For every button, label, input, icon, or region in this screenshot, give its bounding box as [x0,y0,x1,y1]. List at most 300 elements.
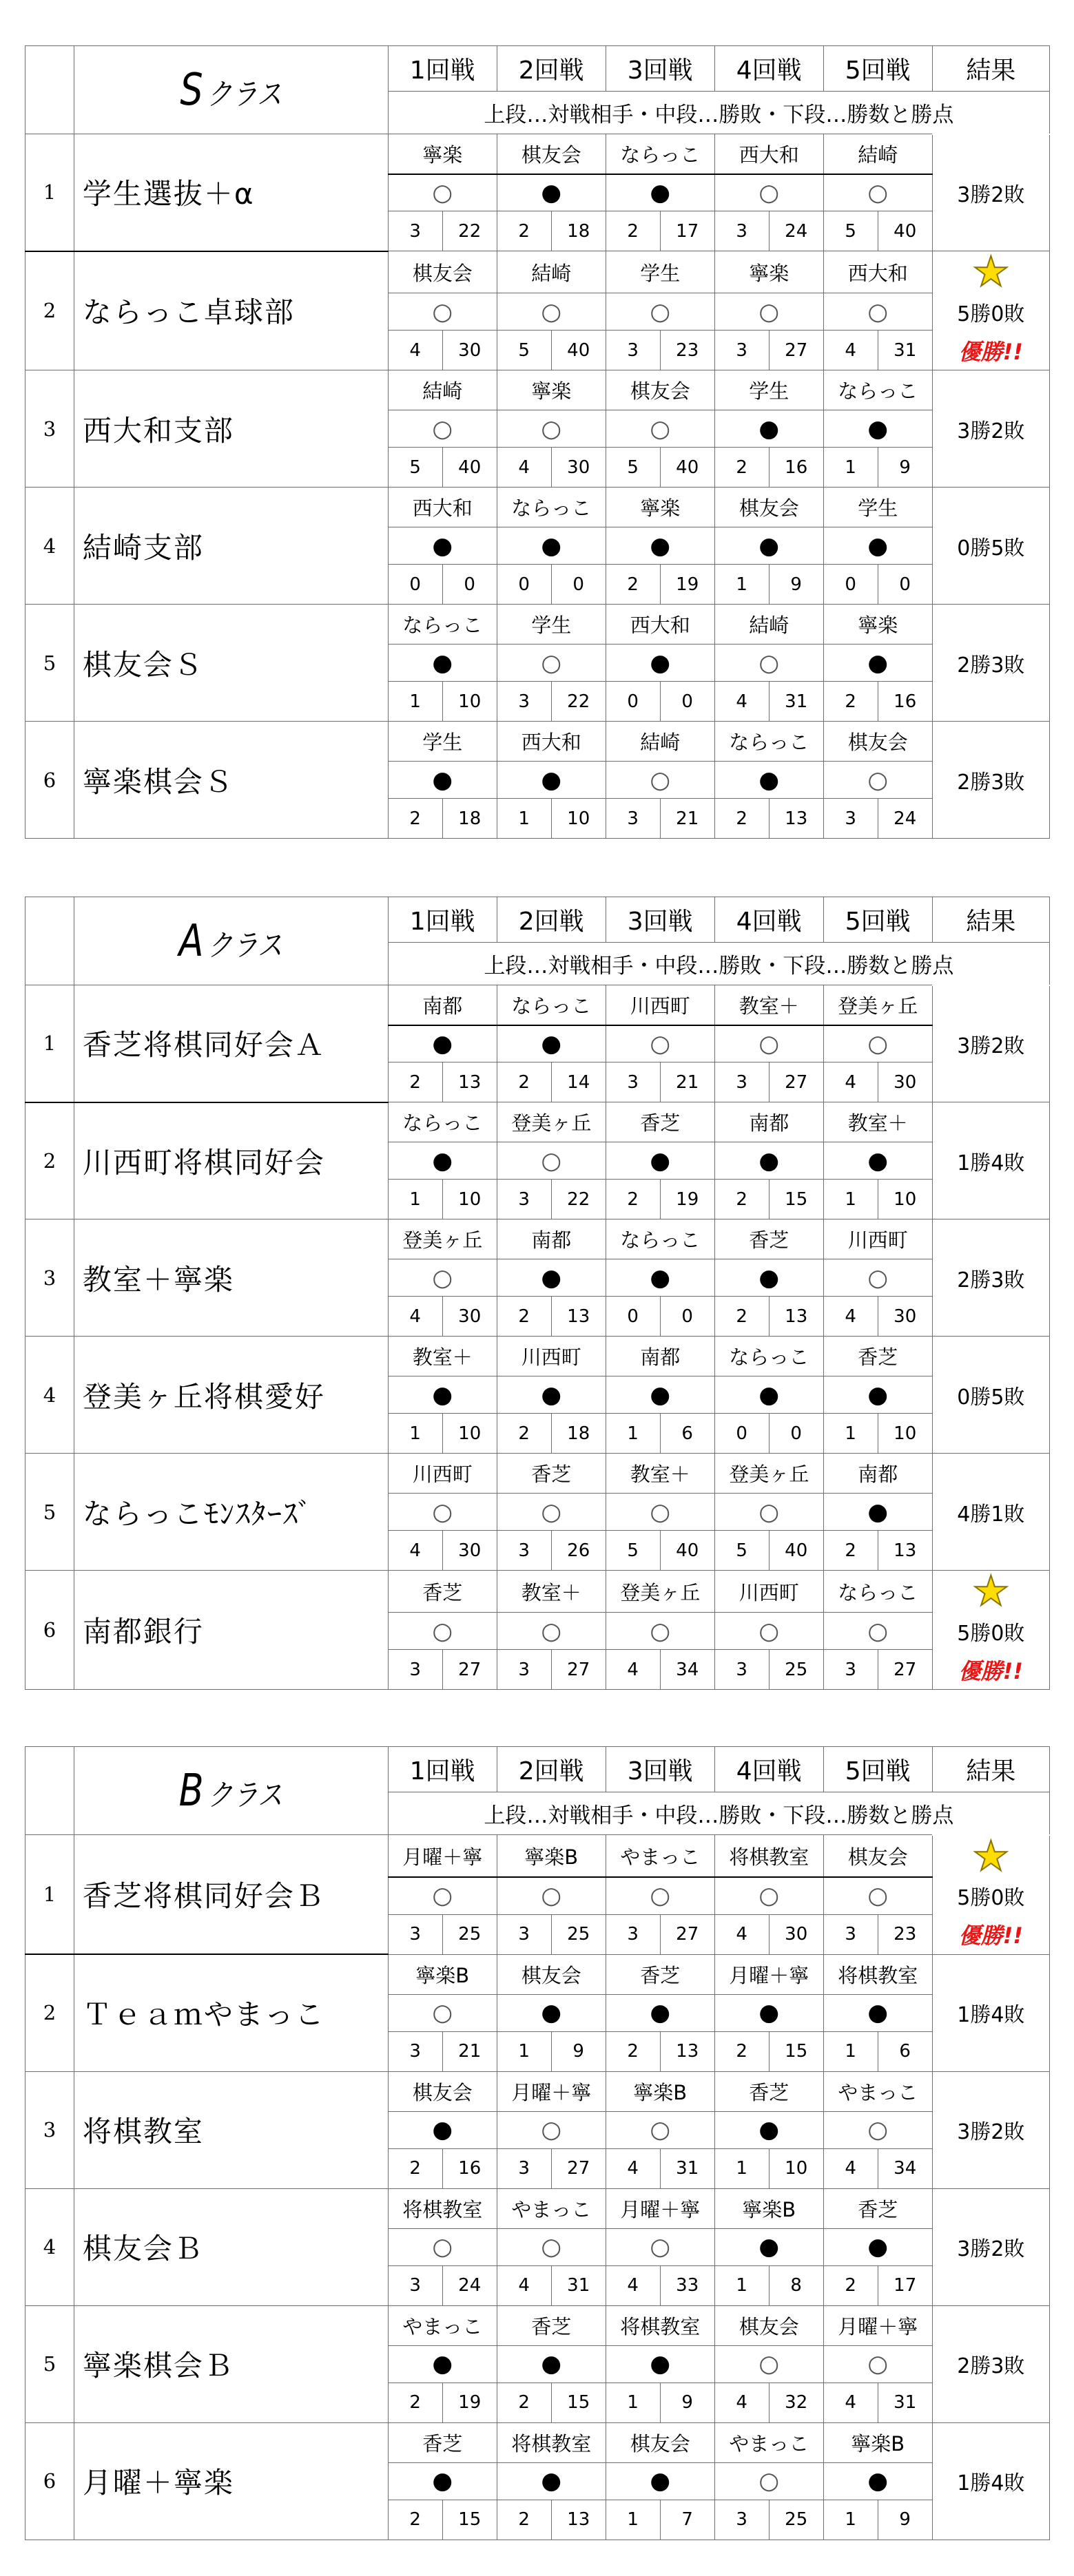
result-header: 結果 [932,1747,1049,1792]
points-count: 30 [878,1062,932,1102]
team-row-opponents [25,605,1050,645]
points-count: 13 [769,799,823,839]
league-title-cell [74,46,388,134]
win-mark-icon: ○ [541,1146,562,1175]
points-count: 15 [551,2383,606,2422]
match-result-mark [388,762,497,799]
opponent-name: 香芝 [714,1219,823,1259]
round-header: 4回戦 [714,897,823,943]
opponent-name: 南都 [388,985,497,1025]
win-mark-icon: ○ [541,1498,562,1526]
team-row-opponents [25,1102,1050,1142]
match-result-mark [497,174,606,211]
champion-cell [932,1531,1049,1571]
loss-mark-icon: ● [758,1264,780,1292]
wins-count: 3 [714,2500,769,2540]
win-mark-icon: ○ [758,1617,780,1645]
champion-cell [932,1414,1049,1454]
opponent-name: 登美ヶ丘 [388,1219,497,1259]
match-result-mark [388,293,497,331]
loss-mark-icon: ● [650,2467,671,2495]
opponent-name: 香芝 [388,1571,497,1613]
match-result-mark [497,1877,606,1914]
loss-mark-icon: ● [541,1029,562,1058]
points-count: 9 [878,2500,932,2540]
points-count: 40 [769,1531,823,1571]
match-result-mark [388,1613,497,1650]
win-mark-icon: ○ [432,178,453,207]
match-result-mark [388,645,497,682]
wins-count: 2 [497,1414,551,1454]
champion-cell [932,682,1049,722]
league-block [25,897,1050,1690]
points-count: 10 [878,1180,932,1219]
champion-cell [932,448,1049,488]
round-header: 5回戦 [823,897,932,943]
wins-count: 3 [823,1914,878,1954]
match-result-mark [823,2228,932,2265]
match-result-mark [714,2228,823,2265]
points-count: 6 [878,2031,932,2071]
opponent-name: 香芝 [606,1954,714,1994]
points-count: 18 [551,211,606,251]
loss-mark-icon: ● [541,2467,562,2495]
round-header: 2回戦 [497,1747,606,1792]
league-title-cell [74,1747,388,1835]
win-mark-icon: ○ [650,766,671,794]
opponent-name: 結崎 [823,134,932,174]
league-title [179,1766,283,1816]
match-result-mark [606,410,714,448]
legend-text: 上段…対戦相手・中段…勝敗・下段…勝数と勝点 [388,1792,1049,1835]
win-mark-icon: ○ [758,1882,780,1910]
match-result-mark [714,410,823,448]
wins-count: 2 [388,2383,442,2422]
wins-count: 0 [823,565,878,605]
opponent-name: 西大和 [497,722,606,762]
opponent-name: 月曜＋寧 [388,1835,497,1878]
round-header: 3回戦 [606,897,714,943]
wins-count: 1 [606,2500,660,2540]
points-count: 16 [769,448,823,488]
rank-number: 5 [25,605,74,722]
points-count: 25 [442,1914,497,1954]
wins-count: 3 [497,1914,551,1954]
opponent-name: 棋友会 [388,251,497,293]
champion-cell [932,331,1049,370]
wins-count: 1 [606,1414,660,1454]
match-result-mark [606,527,714,565]
match-result-mark [388,174,497,211]
match-result-mark [606,2462,714,2500]
wins-count: 3 [497,1531,551,1571]
loss-mark-icon: ● [432,766,453,794]
wins-count: 3 [714,1062,769,1102]
points-count: 40 [660,448,714,488]
opponent-name: ならっこ [388,605,497,645]
points-count: 15 [769,2031,823,2071]
wins-count: 1 [388,1180,442,1219]
opponent-name: 南都 [714,1102,823,1142]
match-result-mark [606,645,714,682]
match-result-mark [606,1494,714,1531]
wins-count: 1 [823,1414,878,1454]
opponent-name: 寧楽 [497,370,606,410]
points-count: 22 [551,1180,606,1219]
opponent-name: 月曜＋寧 [497,2071,606,2111]
team-result: 3勝2敗 [932,1025,1049,1062]
win-mark-icon: ○ [650,2116,671,2144]
opponent-name: 学生 [823,488,932,527]
points-count: 10 [878,1414,932,1454]
win-mark-icon: ○ [650,1617,671,1645]
result-top-cell [932,370,1049,410]
opponent-name: やまっこ [388,2305,497,2345]
win-mark-icon: ○ [432,1498,453,1526]
wins-count: 0 [606,1297,660,1337]
league-suffix: クラス [207,928,283,963]
loss-mark-icon: ● [432,1146,453,1175]
loss-mark-icon: ● [432,2116,453,2144]
wins-count: 4 [497,2265,551,2305]
win-mark-icon: ○ [541,1882,562,1910]
match-result-mark [606,1142,714,1180]
opponent-name: 月曜＋寧 [606,2188,714,2228]
team-result: 3勝2敗 [932,2111,1049,2148]
win-mark-icon: ○ [758,2350,780,2378]
points-count: 25 [551,1914,606,1954]
wins-count: 4 [823,1297,878,1337]
champion-cell [932,1914,1049,1954]
opponent-name: 川西町 [388,1454,497,1494]
team-row-opponents [25,1219,1050,1259]
match-result-mark [388,2228,497,2265]
opponent-name: 香芝 [714,2071,823,2111]
win-mark-icon: ○ [867,1264,889,1292]
result-header: 結果 [932,897,1049,943]
opponent-name: 結崎 [606,722,714,762]
league-table [25,897,1050,1690]
loss-mark-icon: ● [758,532,780,560]
wins-count: 2 [823,682,878,722]
wins-count: 4 [823,1062,878,1102]
wins-count: 2 [497,1297,551,1337]
corner-cell [25,897,74,985]
champion-label: 優勝!! [958,1657,1023,1684]
loss-mark-icon: ● [432,2467,453,2495]
loss-mark-icon: ● [758,2233,780,2261]
champion-cell [932,1180,1049,1219]
loss-mark-icon: ● [432,1381,453,1409]
wins-count: 2 [714,799,769,839]
match-result-mark [606,174,714,211]
team-name: 登美ヶ丘将棋愛好 [74,1337,388,1454]
win-mark-icon: ○ [432,1882,453,1910]
opponent-name: 西大和 [606,605,714,645]
round-header: 1回戦 [388,897,497,943]
loss-mark-icon: ● [541,178,562,207]
opponent-name: 登美ヶ丘 [823,985,932,1025]
opponent-name: ならっこ [497,985,606,1025]
team-result: 3勝2敗 [932,174,1049,211]
match-result-mark [714,174,823,211]
champion-label: 優勝!! [958,1923,1023,1949]
round-header: 1回戦 [388,46,497,92]
wins-count: 0 [388,565,442,605]
points-count: 21 [442,2031,497,2071]
opponent-name: 登美ヶ丘 [606,1571,714,1613]
win-mark-icon: ○ [867,766,889,794]
points-count: 7 [660,2500,714,2540]
win-mark-icon: ○ [758,178,780,207]
opponent-name: 棋友会 [714,488,823,527]
opponent-name: 香芝 [497,1454,606,1494]
opponent-name: 寧楽B [606,2071,714,2111]
points-count: 0 [660,1297,714,1337]
match-result-mark [714,1494,823,1531]
wins-count: 3 [714,1650,769,1690]
star-icon: ★ [972,1834,1010,1877]
rank-number: 4 [25,488,74,605]
champion-cell [932,799,1049,839]
opponent-name: 将棋教室 [714,1835,823,1878]
wins-count: 4 [388,331,442,370]
points-count: 13 [551,2500,606,2540]
wins-count: 5 [497,331,551,370]
corner-cell [25,1747,74,1835]
match-result-mark [497,762,606,799]
match-result-mark [714,1613,823,1650]
match-result-mark [388,1994,497,2031]
rank-number: 4 [25,1337,74,1454]
match-result-mark [497,1259,606,1297]
points-count: 15 [769,1180,823,1219]
match-result-mark [714,1025,823,1062]
team-row-opponents [25,1571,1050,1613]
match-result-mark [497,1142,606,1180]
points-count: 19 [660,565,714,605]
points-count: 21 [660,1062,714,1102]
wins-count: 1 [823,2031,878,2071]
opponent-name: 寧楽 [823,605,932,645]
loss-mark-icon: ● [758,766,780,794]
team-result: 2勝3敗 [932,762,1049,799]
league-table [25,1746,1050,2540]
team-name: 香芝将棋同好会Ａ [74,985,388,1102]
win-mark-icon: ○ [541,1617,562,1645]
match-result-mark [606,1877,714,1914]
points-count: 32 [769,2383,823,2422]
match-result-mark [823,527,932,565]
champion-cell [932,2265,1049,2305]
league-suffix: クラス [207,1777,284,1813]
points-count: 18 [551,1414,606,1454]
opponent-name: 月曜＋寧 [714,1954,823,1994]
wins-count: 3 [497,1180,551,1219]
wins-count: 3 [388,1650,442,1690]
opponent-name: 教室＋ [714,985,823,1025]
result-top-cell [932,1835,1049,1878]
team-result: 3勝2敗 [932,2228,1049,2265]
match-result-mark [606,1376,714,1414]
win-mark-icon: ○ [650,1029,671,1058]
match-result-mark [606,2111,714,2148]
match-result-mark [497,527,606,565]
points-count: 17 [660,211,714,251]
match-result-mark [497,2462,606,2500]
opponent-name: ならっこ [823,370,932,410]
wins-count: 4 [714,682,769,722]
loss-mark-icon: ● [867,1381,889,1409]
team-result: 5勝0敗 [932,1877,1049,1914]
team-name: Ｔｅａｍやまっこ [74,1954,388,2071]
wins-count: 4 [714,2383,769,2422]
points-count: 9 [769,565,823,605]
league-block [25,45,1050,839]
wins-count: 3 [606,1062,660,1102]
champion-cell [932,565,1049,605]
header-row [25,897,1050,943]
star-icon: ★ [972,1570,1010,1613]
wins-count: 1 [823,2500,878,2540]
opponent-name: 南都 [823,1454,932,1494]
points-count: 30 [442,331,497,370]
loss-mark-icon: ● [650,1146,671,1175]
opponent-name: やまっこ [823,2071,932,2111]
wins-count: 2 [606,2031,660,2071]
team-name: 棋友会Ｂ [74,2188,388,2305]
match-result-mark [497,645,606,682]
points-count: 0 [551,565,606,605]
wins-count: 4 [606,2148,660,2188]
points-count: 30 [769,1914,823,1954]
win-mark-icon: ○ [432,1264,453,1292]
points-count: 31 [660,2148,714,2188]
match-result-mark [714,2345,823,2383]
win-mark-icon: ○ [650,1882,671,1910]
points-count: 19 [660,1180,714,1219]
opponent-name: 棋友会 [606,370,714,410]
match-result-mark [388,1494,497,1531]
rank-number: 5 [25,1454,74,1571]
loss-mark-icon: ● [867,649,889,677]
opponent-name: 棋友会 [497,1954,606,1994]
points-count: 21 [660,799,714,839]
wins-count: 3 [606,799,660,839]
opponent-name: 登美ヶ丘 [714,1454,823,1494]
league-letter: B [178,1765,205,1816]
champion-cell [932,1062,1049,1102]
opponent-name: 学生 [606,251,714,293]
wins-count: 1 [497,2031,551,2071]
opponent-name: 教室＋ [606,1454,714,1494]
wins-count: 3 [606,1914,660,1954]
match-result-mark [714,645,823,682]
points-count: 9 [878,448,932,488]
points-count: 13 [878,1531,932,1571]
wins-count: 2 [497,1062,551,1102]
team-result: 1勝4敗 [932,1994,1049,2031]
points-count: 9 [660,2383,714,2422]
points-count: 24 [769,211,823,251]
opponent-name: ならっこ [823,1571,932,1613]
wins-count: 2 [714,448,769,488]
legend-text: 上段…対戦相手・中段…勝敗・下段…勝数と勝点 [388,943,1049,985]
match-result-mark [823,293,932,331]
match-result-mark [388,1259,497,1297]
win-mark-icon: ○ [541,297,562,326]
team-row-opponents [25,722,1050,762]
win-mark-icon: ○ [867,2116,889,2144]
loss-mark-icon: ● [867,1498,889,1526]
opponent-name: 教室＋ [823,1102,932,1142]
loss-mark-icon: ● [867,1999,889,2027]
result-top-cell [932,2071,1049,2111]
match-result-mark [497,2228,606,2265]
corner-cell [25,46,74,134]
wins-count: 2 [388,799,442,839]
points-count: 27 [551,1650,606,1690]
wins-count: 2 [497,211,551,251]
team-row-opponents [25,1337,1050,1376]
round-header: 4回戦 [714,1747,823,1792]
points-count: 24 [442,2265,497,2305]
points-count: 14 [551,1062,606,1102]
rank-number: 1 [25,1835,74,1955]
champion-cell [932,2031,1049,2071]
points-count: 8 [769,2265,823,2305]
team-name: 教室＋寧楽 [74,1219,388,1337]
opponent-name: 西大和 [388,488,497,527]
wins-count: 4 [606,1650,660,1690]
rank-number: 3 [25,2071,74,2188]
rank-number: 5 [25,2305,74,2422]
match-result-mark [606,2228,714,2265]
match-result-mark [823,2111,932,2148]
champion-cell [932,2148,1049,2188]
round-header: 1回戦 [388,1747,497,1792]
match-result-mark [388,527,497,565]
round-header: 3回戦 [606,1747,714,1792]
team-row-opponents [25,488,1050,527]
match-result-mark [823,1376,932,1414]
champion-cell [932,2383,1049,2422]
points-count: 13 [442,1062,497,1102]
wins-count: 1 [823,448,878,488]
wins-count: 1 [714,2148,769,2188]
wins-count: 2 [606,1180,660,1219]
loss-mark-icon: ● [867,532,889,560]
team-result: 0勝5敗 [932,1376,1049,1414]
match-result-mark [823,645,932,682]
team-result: 1勝4敗 [932,1142,1049,1180]
round-header: 2回戦 [497,46,606,92]
opponent-name: 寧楽B [497,1835,606,1878]
team-name: 結崎支部 [74,488,388,605]
loss-mark-icon: ● [650,1999,671,2027]
result-top-cell [932,2188,1049,2228]
wins-count: 4 [388,1531,442,1571]
champion-cell [932,1297,1049,1337]
wins-count: 2 [606,565,660,605]
round-header: 3回戦 [606,46,714,92]
wins-count: 5 [606,1531,660,1571]
opponent-name: 教室＋ [497,1571,606,1613]
team-name: 棋友会Ｓ [74,605,388,722]
match-result-mark [388,2345,497,2383]
wins-count: 1 [606,2383,660,2422]
wins-count: 3 [714,211,769,251]
